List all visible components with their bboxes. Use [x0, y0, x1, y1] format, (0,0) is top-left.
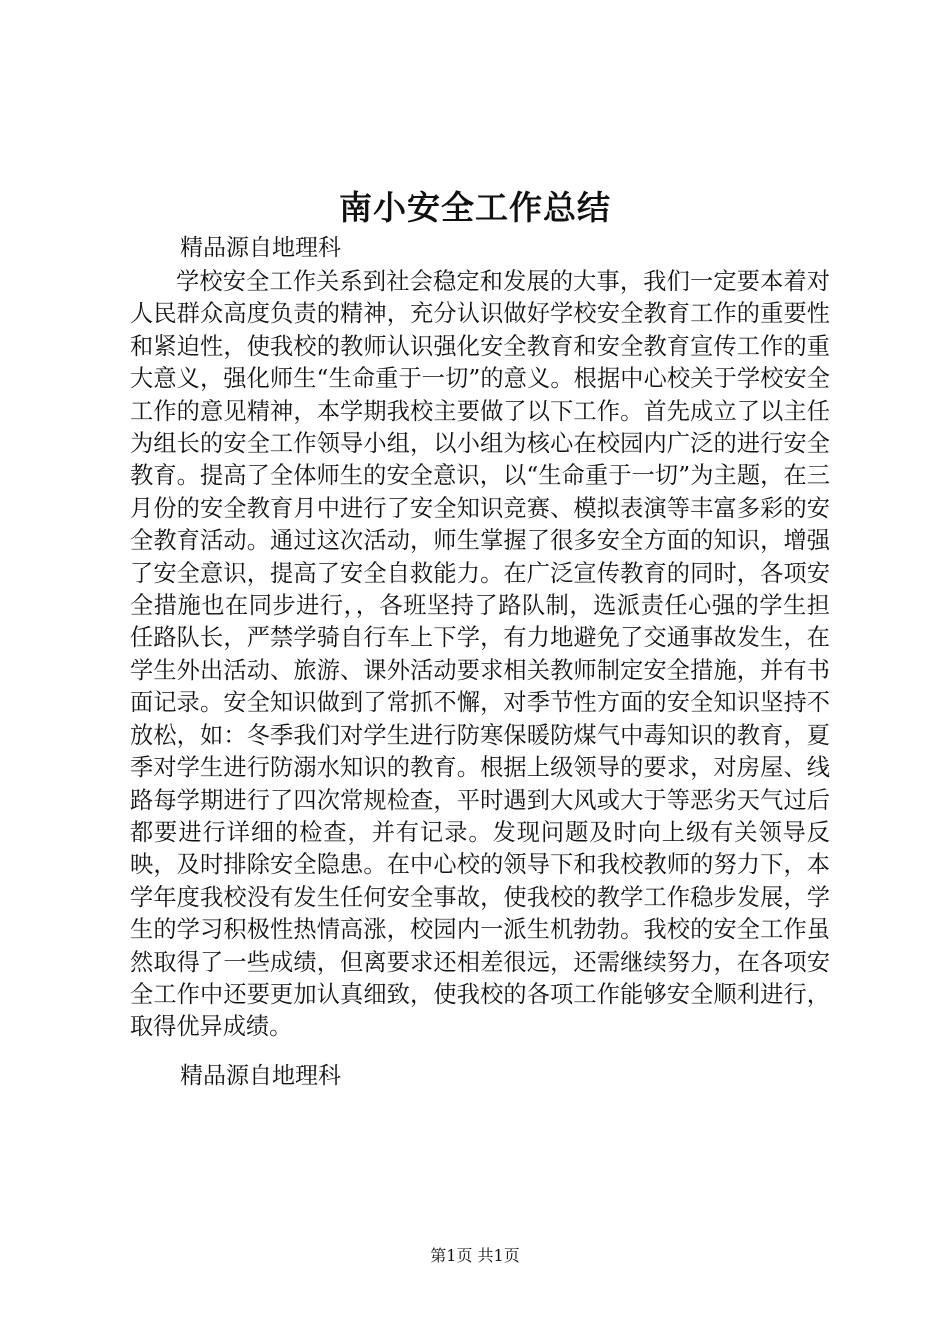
body-paragraph: 学校安全工作关系到社会稳定和发展的大事，我们一定要本着对人民群众高度负责的精神，充分认识做好学校安全教育工作的重要性和紧迫性，使我校的教师认识强化安全教育和安全教育宣传工作的重大意义，强化师生“生命重于一切”的意义。根据中心校关于学校安全工作的意见精神，本学期我校主要做了以下工作。首先成立了以主任为组长的安全工作领导小组，以小组为核心在校园内广泛的进行安全教育。提高了全体师生的安全意识，以“生命重于一切”为主题，在三月份的安全教育月中进行了安全知识竞赛、模拟表演等丰富多彩的安全教育活动。通过这次活动，师生掌握了很多安全方面的知识，增强了安全意识，提高了安全自救能力。在广泛宣传教育的同时，各项安全措施也在同步进行，，各班坚持了路队制，选派责任心强的学生担任路队长，严禁学骑自行车上下学，有力地避免了交通事故发生，在学生外出活动、旅游、课外活动要求相关教师制定安全措施，并有书面记录。安全知识做到了常抓不懈，对季节性方面的安全知识坚持不放松，如：冬季我们对学生进行防寒保暖防煤气中毒知识的教育，夏季对学生进行防溺水知识的教育。根据上级领导的要求，对房屋、线路每学期进行了四次常规检查，平时遇到大风或大于等恶劣天气过后都要进行详细的检查，并有记录。发现问题及时向上级有关领导反映，及时排除安全隐患。在中心校的领导下和我校教师的努力下，本学年度我校没有发生任何安全事故，使我校的教学工作稳步发展，学生的学习积极性热情高涨，校园内一派生机勃勃。我校的安全工作虽然取得了一些成绩，但离要求还相差很远，还需继续努力，在各项安全工作中还要更加认真细致，使我校的各项工作能够安全顺利进行，取得优异成绩。 — [130, 268, 830, 1041]
source-note-top: 精品源自地理科 — [180, 235, 341, 261]
document-title: 南小安全工作总结 — [339, 188, 611, 227]
page-number-footer: 第1页 共1页 — [430, 1246, 520, 1265]
source-note-bottom: 精品源自地理科 — [180, 1063, 341, 1089]
